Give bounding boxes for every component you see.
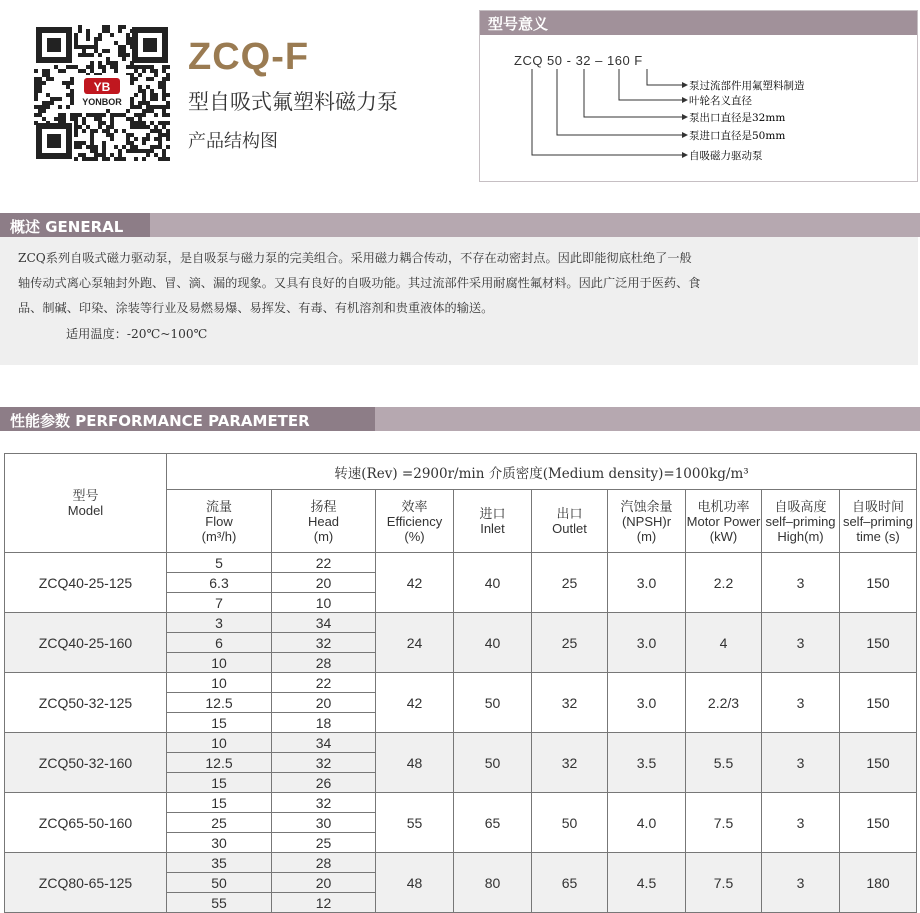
head-cell: 12 xyxy=(272,893,376,913)
eff-cell: 42 xyxy=(376,553,454,613)
power-cell: 2.2/3 xyxy=(686,673,762,733)
flow-cell: 10 xyxy=(167,653,272,673)
outlet-cell: 32 xyxy=(532,733,608,793)
head-cell: 18 xyxy=(272,713,376,733)
inlet-cell: 50 xyxy=(454,673,532,733)
npsh-cell: 3.5 xyxy=(608,733,686,793)
inlet-cell: 40 xyxy=(454,553,532,613)
meaning-item: 泵出口直径是32mm xyxy=(689,112,786,124)
model-meaning-header: 型号意义 xyxy=(480,11,917,35)
operating-conditions: 转速(Rev) =2900r/min 介质密度(Medium density)=1000kg/m³ xyxy=(167,454,917,490)
column-header: 进口 Inlet xyxy=(454,490,532,553)
general-description xyxy=(0,237,918,365)
column-header: 自吸时间 self–priming time (s) xyxy=(840,490,917,553)
flow-cell: 3 xyxy=(167,613,272,633)
general-section-bar xyxy=(0,213,920,237)
power-cell: 7.5 xyxy=(686,793,762,853)
high-cell: 3 xyxy=(762,793,840,853)
flow-cell: 12.5 xyxy=(167,693,272,713)
head-cell: 20 xyxy=(272,693,376,713)
flow-cell: 55 xyxy=(167,893,272,913)
inlet-cell: 40 xyxy=(454,613,532,673)
flow-cell: 12.5 xyxy=(167,753,272,773)
general-line: 品、制碱、印染、涂装等行业及易燃易爆、易挥发、有毒、有机溶剂和贵重液体的输送。 xyxy=(18,301,494,315)
column-header: 扬程 Head (m) xyxy=(272,490,376,553)
power-cell: 2.2 xyxy=(686,553,762,613)
model-code: ZCQ 50 - 32 – 160 F xyxy=(514,53,643,68)
flow-cell: 15 xyxy=(167,793,272,813)
head-cell: 34 xyxy=(272,613,376,633)
general-title: 概述 GENERAL xyxy=(10,218,124,236)
flow-cell: 30 xyxy=(167,833,272,853)
flow-cell: 15 xyxy=(167,773,272,793)
conditions-row xyxy=(5,454,917,490)
head-cell: 26 xyxy=(272,773,376,793)
flow-cell: 25 xyxy=(167,813,272,833)
yonbor-logo xyxy=(74,75,130,109)
model-cell: ZCQ80-65-125 xyxy=(5,853,167,913)
npsh-cell: 3.0 xyxy=(608,673,686,733)
svg-text:YB: YB xyxy=(93,80,111,94)
eff-cell: 42 xyxy=(376,673,454,733)
performance-title: 性能参数 PERFORMANCE PARAMETER xyxy=(10,412,310,430)
temperature-range: 适用温度：-20℃~100℃ xyxy=(66,327,208,341)
high-cell: 3 xyxy=(762,553,840,613)
head-cell: 25 xyxy=(272,833,376,853)
table-row xyxy=(5,733,917,753)
time-cell: 150 xyxy=(840,733,917,793)
time-cell: 150 xyxy=(840,673,917,733)
head-cell: 10 xyxy=(272,593,376,613)
inlet-cell: 50 xyxy=(454,733,532,793)
high-cell: 3 xyxy=(762,733,840,793)
model-cell: ZCQ65-50-160 xyxy=(5,793,167,853)
npsh-cell: 3.0 xyxy=(608,553,686,613)
flow-cell: 5 xyxy=(167,553,272,573)
head-cell: 34 xyxy=(272,733,376,753)
svg-text:YONBOR: YONBOR xyxy=(82,97,122,107)
flow-cell: 10 xyxy=(167,673,272,693)
head-cell: 28 xyxy=(272,853,376,873)
model-meaning-box xyxy=(479,10,918,182)
head-cell: 32 xyxy=(272,753,376,773)
eff-cell: 55 xyxy=(376,793,454,853)
eff-cell: 48 xyxy=(376,733,454,793)
time-cell: 150 xyxy=(840,613,917,673)
meaning-item: 自吸磁力驱动泵 xyxy=(689,150,763,162)
eff-cell: 24 xyxy=(376,613,454,673)
flow-cell: 7 xyxy=(167,593,272,613)
model-cell: ZCQ50-32-125 xyxy=(5,673,167,733)
table-row xyxy=(5,553,917,573)
high-cell: 3 xyxy=(762,613,840,673)
meaning-item: 叶轮名义直径 xyxy=(689,95,752,107)
flow-cell: 6 xyxy=(167,633,272,653)
table-row xyxy=(5,673,917,693)
table-row xyxy=(5,613,917,633)
general-line: 轴传动式离心泵轴封外跑、冒、滴、漏的现象。又具有良好的自吸功能。其过流部件采用耐腐性氟材料。因此广泛用于医药、食 xyxy=(18,276,701,290)
performance-section-bar xyxy=(0,407,920,431)
column-header: 效率 Efficiency (%) xyxy=(376,490,454,553)
column-header: 流量 Flow (m³/h) xyxy=(167,490,272,553)
model-cell: ZCQ40-25-160 xyxy=(5,613,167,673)
column-header: 自吸高度 self–priming High(m) xyxy=(762,490,840,553)
power-cell: 4 xyxy=(686,613,762,673)
head-cell: 32 xyxy=(272,633,376,653)
brand-title: ZCQ-F xyxy=(188,36,310,78)
model-meaning-diagram xyxy=(480,11,917,181)
outlet-cell: 25 xyxy=(532,553,608,613)
qr-code xyxy=(34,25,170,161)
outlet-cell: 65 xyxy=(532,853,608,913)
head-cell: 20 xyxy=(272,873,376,893)
npsh-cell: 3.0 xyxy=(608,613,686,673)
high-cell: 3 xyxy=(762,853,840,913)
power-cell: 5.5 xyxy=(686,733,762,793)
general-line: ZCQ系列自吸式磁力驱动泵，是自吸泵与磁力泵的完美组合。采用磁力耦合传动，不存在动密封点。因此即能彻底杜绝了一般 xyxy=(18,251,692,265)
table-row xyxy=(5,853,917,873)
flow-cell: 50 xyxy=(167,873,272,893)
time-cell: 150 xyxy=(840,793,917,853)
npsh-cell: 4.5 xyxy=(608,853,686,913)
flow-cell: 35 xyxy=(167,853,272,873)
model-header: 型号 Model xyxy=(5,454,167,553)
inlet-cell: 65 xyxy=(454,793,532,853)
head-cell: 32 xyxy=(272,793,376,813)
column-header: 汽蚀余量 (NPSH)r (m) xyxy=(608,490,686,553)
model-cell: ZCQ50-32-160 xyxy=(5,733,167,793)
head-cell: 28 xyxy=(272,653,376,673)
outlet-cell: 32 xyxy=(532,673,608,733)
head-cell: 20 xyxy=(272,573,376,593)
outlet-cell: 25 xyxy=(532,613,608,673)
npsh-cell: 4.0 xyxy=(608,793,686,853)
flow-cell: 6.3 xyxy=(167,573,272,593)
outlet-cell: 50 xyxy=(532,793,608,853)
product-structure-label: 产品结构图 xyxy=(188,131,278,152)
inlet-cell: 80 xyxy=(454,853,532,913)
flow-cell: 10 xyxy=(167,733,272,753)
column-header: 电机功率 Motor Power (kW) xyxy=(686,490,762,553)
high-cell: 3 xyxy=(762,673,840,733)
head-cell: 22 xyxy=(272,673,376,693)
head-cell: 30 xyxy=(272,813,376,833)
model-cell: ZCQ40-25-125 xyxy=(5,553,167,613)
table-row xyxy=(5,793,917,813)
time-cell: 180 xyxy=(840,853,917,913)
flow-cell: 15 xyxy=(167,713,272,733)
eff-cell: 48 xyxy=(376,853,454,913)
power-cell: 7.5 xyxy=(686,853,762,913)
head-cell: 22 xyxy=(272,553,376,573)
performance-table xyxy=(4,453,917,913)
column-header: 出口 Outlet xyxy=(532,490,608,553)
meaning-item: 泵进口直径是50mm xyxy=(689,130,786,142)
product-subtitle: 型自吸式氟塑料磁力泵 xyxy=(188,90,398,114)
time-cell: 150 xyxy=(840,553,917,613)
meaning-item: 泵过流部件用氟塑料制造 xyxy=(689,80,805,92)
